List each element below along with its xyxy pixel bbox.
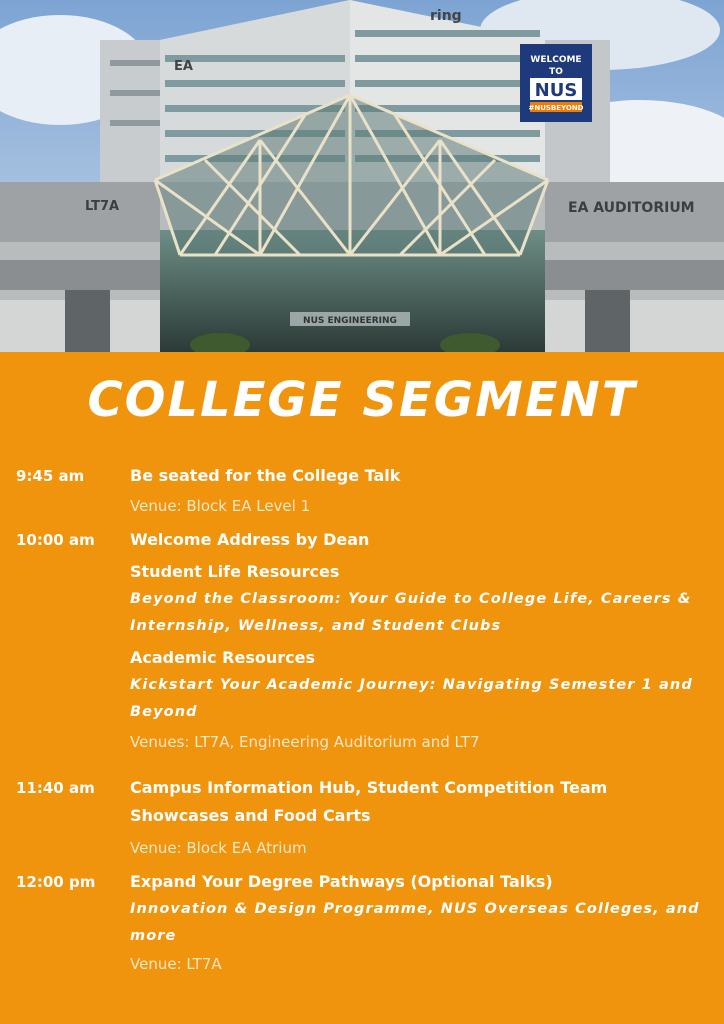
item-description: Innovation & Design Programme, NUS Overseas Colleges, and more [130,901,700,944]
sub-description: Kickstart Your Academic Journey: Navigating Semester 1 and Beyond [130,677,693,720]
item-body [130,774,710,862]
sub-heading: Academic Resources [130,648,316,667]
item-body [130,868,710,978]
building-photo [0,0,724,352]
ea-auditorium-sign: EA AUDITORIUM [568,200,695,216]
lt7a-sign: LT7A [85,199,120,214]
nus-logo: NUS [534,80,578,101]
item-heading: Expand Your Degree Pathways (Optional Talks) [130,872,553,891]
schedule [0,462,724,980]
banner-hashtag: #NUSBEYOND [528,104,584,112]
schedule-item [0,868,724,980]
venue-text: Venue: Block EA Level 1 [130,497,311,515]
time-label: 9:45 am [16,467,85,485]
time-label: 11:40 am [16,779,95,797]
sub-description: Beyond the Classroom: Your Guide to College Life, Careers & Internship, Wellness, and Student Clubs [130,591,692,634]
schedule-item [0,526,724,762]
item-body [130,526,710,756]
sub-heading: Student Life Resources [130,562,340,581]
venue-text: Venue: LT7A [130,955,222,973]
schedule-item [0,462,724,518]
building-label: EA [174,59,193,74]
banner-to-text: TO [549,67,563,77]
roof-sign: ring [430,8,462,24]
item-heading: Be seated for the College Talk [130,466,401,485]
page-title: COLLEGE SEGMENT [87,372,637,428]
time-label: 12:00 pm [16,873,96,891]
item-heading: Welcome Address by Dean [130,530,370,549]
venue-text: Venue: Block EA Atrium [130,839,307,857]
item-heading: Campus Information Hub, Student Competition Team Showcases and Food Carts [130,778,608,825]
welcome-banner [520,44,592,122]
time-label: 10:00 am [16,531,95,549]
venue-text: Venues: LT7A, Engineering Auditorium and LT7 [130,733,480,751]
schedule-item [0,774,724,866]
entrance-sign: NUS ENGINEERING [303,316,397,326]
item-body [130,462,710,520]
banner-welcome-text: WELCOME [530,55,582,65]
